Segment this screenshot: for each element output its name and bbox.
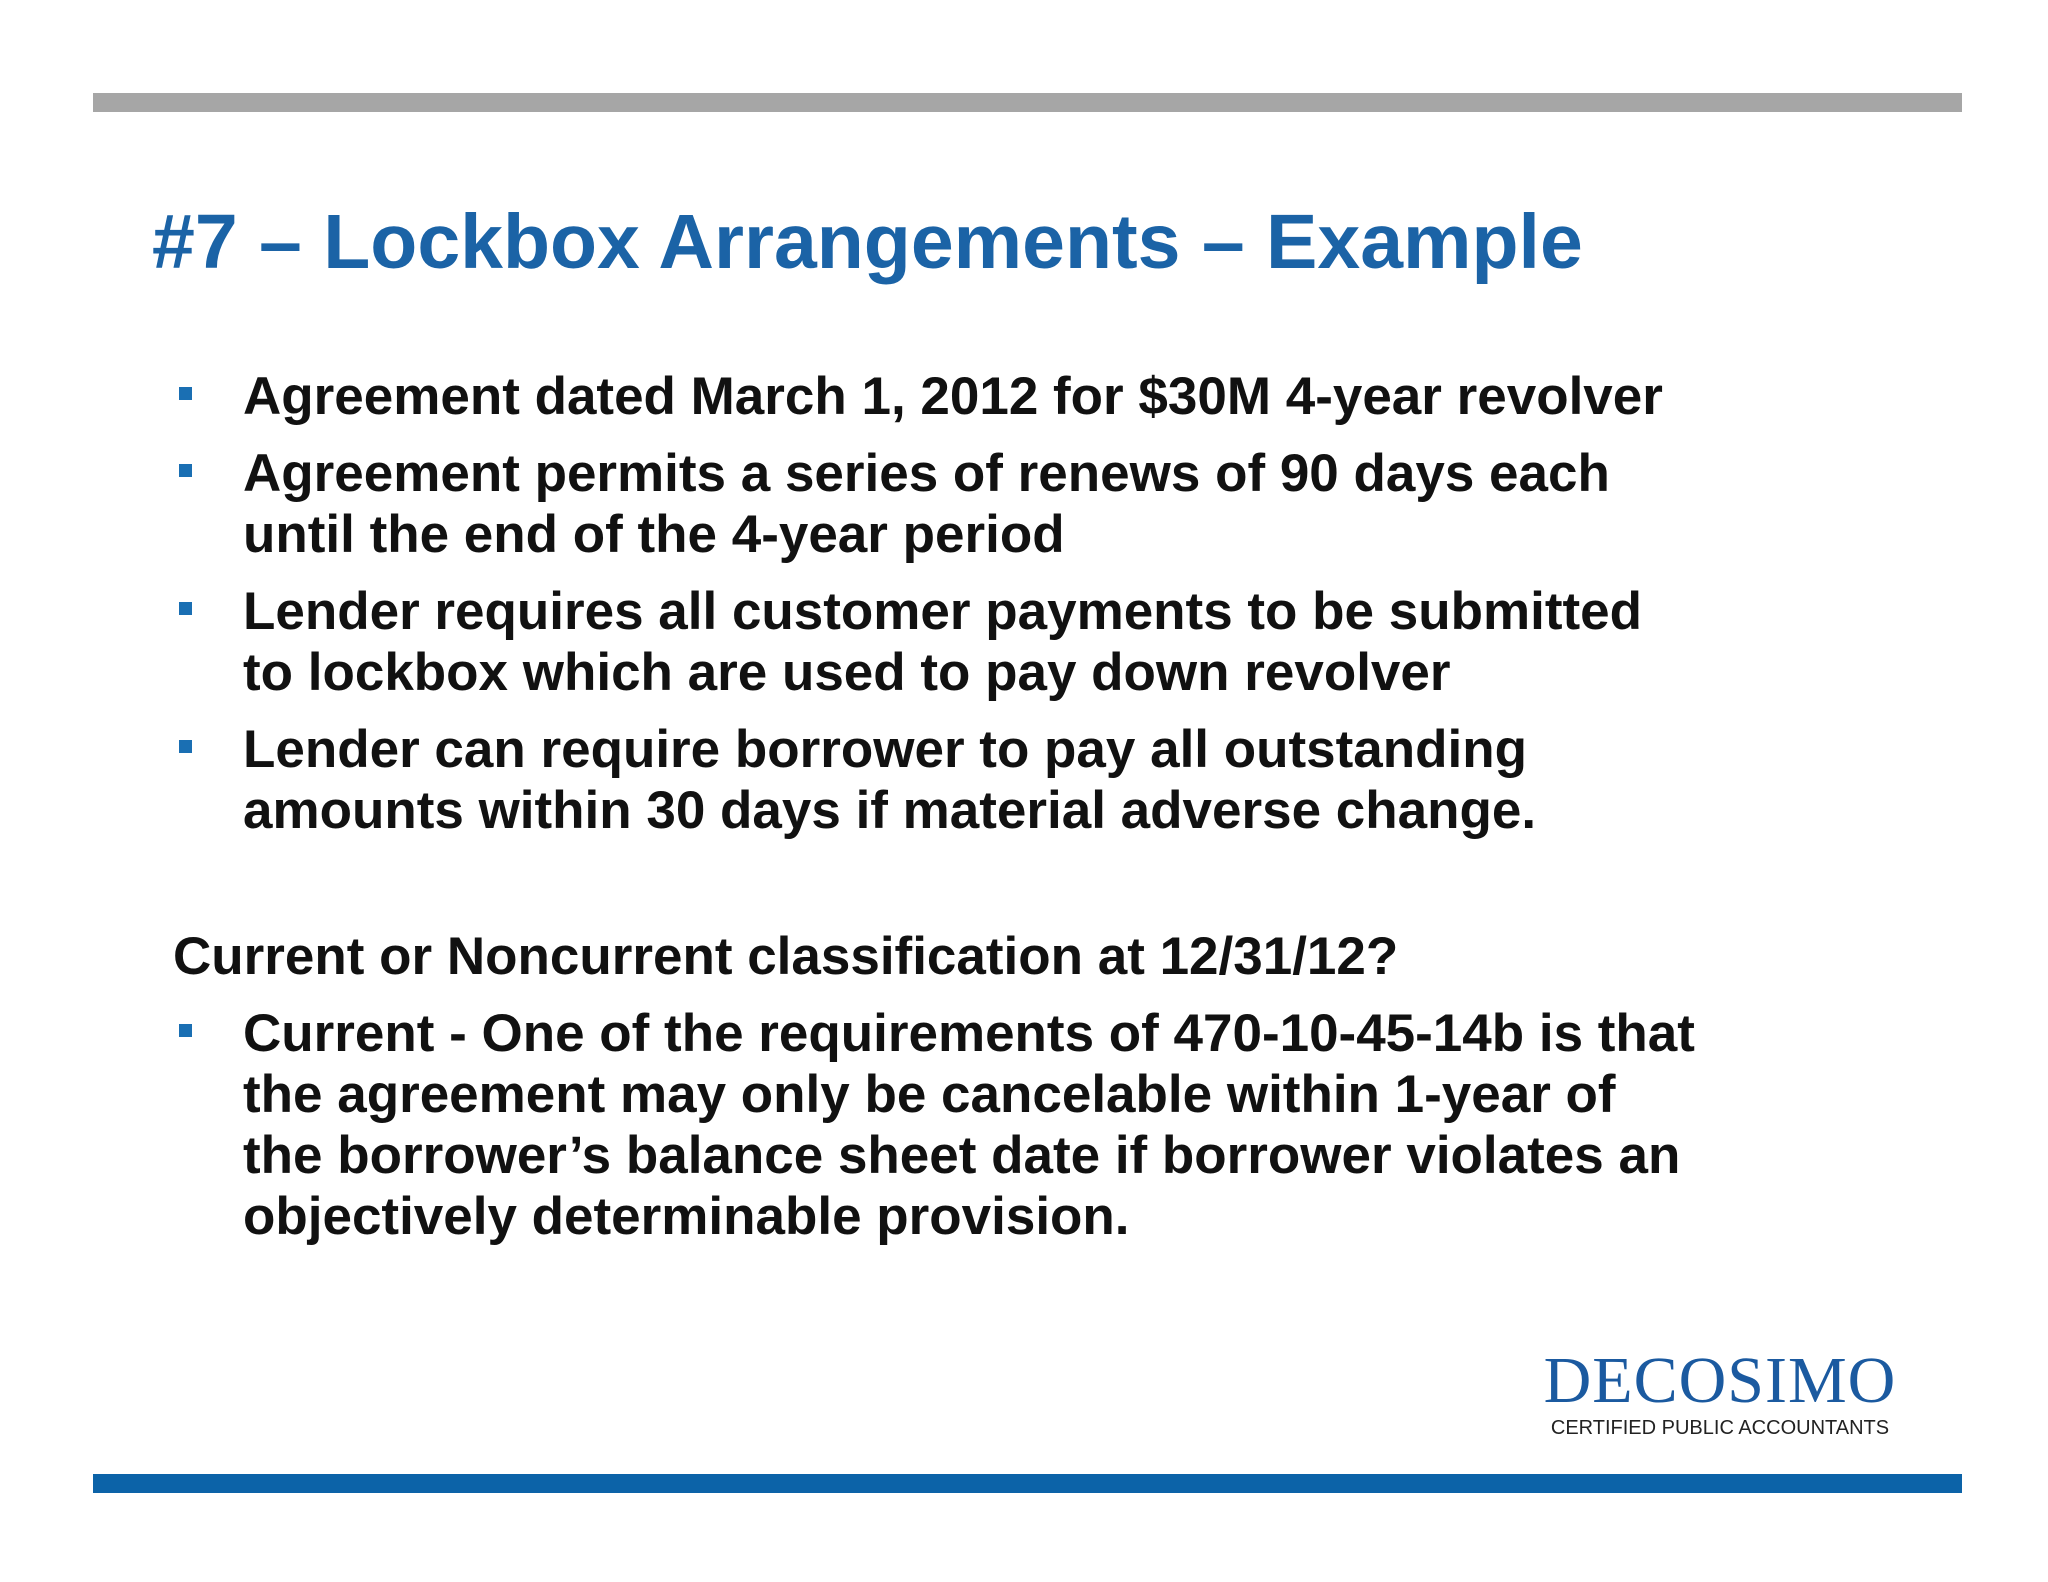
square-bullet-icon	[179, 1024, 192, 1037]
bullet-line: until the end of the 4-year period	[243, 505, 1065, 564]
bullet-line: Lender can require borrower to pay all outstanding	[243, 720, 1527, 779]
bullet-line: Agreement permits a series of renews of 90 days each	[243, 444, 1610, 503]
question-heading: Current or Noncurrent classification at 12/31/12?	[173, 927, 1399, 986]
slide-title: #7 – Lockbox Arrangements – Example	[152, 199, 1583, 285]
answer-item	[0, 1003, 1695, 1247]
bullet-item	[0, 719, 1663, 841]
top-divider	[93, 93, 1962, 112]
answer-line: objectively determinable provision.	[243, 1187, 1130, 1246]
bullet-line: amounts within 30 days if material adverse change.	[243, 781, 1537, 840]
bullet-line: to lockbox which are used to pay down revolver	[243, 643, 1451, 702]
answer-line: the agreement may only be cancelable within 1-year of	[243, 1065, 1616, 1124]
logo-tagline: CERTIFIED PUBLIC ACCOUNTANTS	[1550, 1417, 1890, 1439]
square-bullet-icon	[179, 464, 192, 477]
square-bullet-icon	[179, 740, 192, 753]
answer-line: Current - One of the requirements of 470-10-45-14b is that	[243, 1004, 1695, 1063]
bullet-item	[0, 581, 1663, 703]
logo-wordmark: DECOSIMO	[1543, 1344, 1897, 1417]
decosimo-logo	[1530, 1344, 1910, 1440]
square-bullet-icon	[179, 387, 192, 400]
answer-line: the borrower’s balance sheet date if borrower violates an	[243, 1126, 1681, 1185]
square-bullet-icon	[179, 602, 192, 615]
bullet-item	[0, 443, 1663, 565]
bullet-line: Lender requires all customer payments to be submitted	[243, 582, 1642, 641]
bottom-divider	[93, 1474, 1962, 1493]
bullet-item	[0, 366, 1663, 427]
bullet-list	[0, 366, 1663, 857]
answer-list	[0, 1003, 1695, 1263]
bullet-line: Agreement dated March 1, 2012 for $30M 4-year revolver	[243, 367, 1663, 426]
